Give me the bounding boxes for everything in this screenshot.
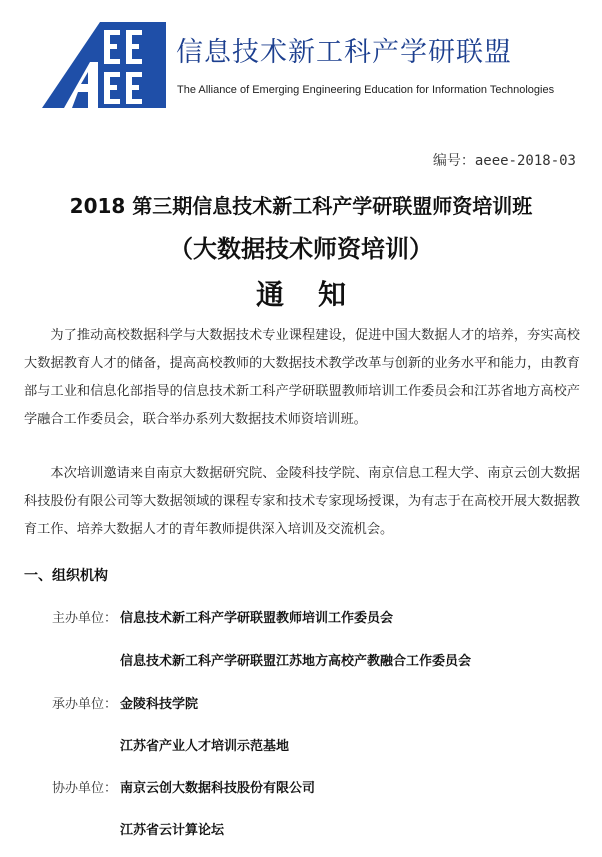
host-label: 主办单位：: [52, 611, 118, 626]
intro-paragraph: 为了推动高校数据科学与大数据技术专业课程建设，促进中国大数据人才的培养，夯实高校大数据教育人才的储备，提高高校教师的大数据技术教学改革与创新的业务水平和能力，由教育部与工业和信息化部指导的信息技术新工科产学研联盟教师培训工作委员会和江苏省地方高校产学融合工作委员会，联合举办系列大数据技术师资培训班。: [24, 328, 580, 427]
organizer-unit: 江苏省产业人才培训示范基地: [120, 739, 290, 754]
document-number: 编号：aeee-2018-03: [432, 153, 576, 169]
organizer-unit: 金陵科技学院: [120, 697, 199, 712]
section-heading-organization: 一、组织机构: [24, 568, 108, 584]
organizer-label: 承办单位：: [52, 697, 118, 712]
host-unit: 信息技术新工科产学研联盟江苏地方高校产教融合工作委员会: [120, 654, 472, 669]
org-name-en: The Alliance of Emerging Engineering Education for Information Technologies: [177, 84, 555, 96]
host-unit: 信息技术新工科产学研联盟教师培训工作委员会: [120, 611, 394, 626]
host-row: [52, 607, 393, 631]
notice-title: 2018 第三期信息技术新工科产学研联盟师资培训班: [69, 194, 533, 218]
coorganizer-unit: 南京云创大数据科技股份有限公司: [120, 781, 316, 796]
document-header: [0, 0, 602, 120]
coorganizer-label: 协办单位：: [52, 781, 118, 796]
notice-heading: 通知: [255, 278, 380, 311]
aeee-logo-icon: [42, 22, 166, 108]
training-paragraph: 本次培训邀请来自南京大数据研究院、金陵科技学院、南京信息工程大学、南京云创大数据科技股份有限公司等大数据领域的课程专家和技术专家现场授课，为有志于在高校开展大数据教育工作、培养大数据人才的青年教师提供深入培训及交流机会。: [24, 466, 580, 537]
org-name-cn: 信息技术新工科产学研联盟: [176, 37, 512, 68]
coorganizer-row: [52, 777, 315, 801]
coorganizer-unit: 江苏省云计算论坛: [120, 823, 225, 838]
notice-subtitle: （大数据技术师资培训）: [169, 235, 433, 263]
organizer-row: [52, 693, 198, 717]
